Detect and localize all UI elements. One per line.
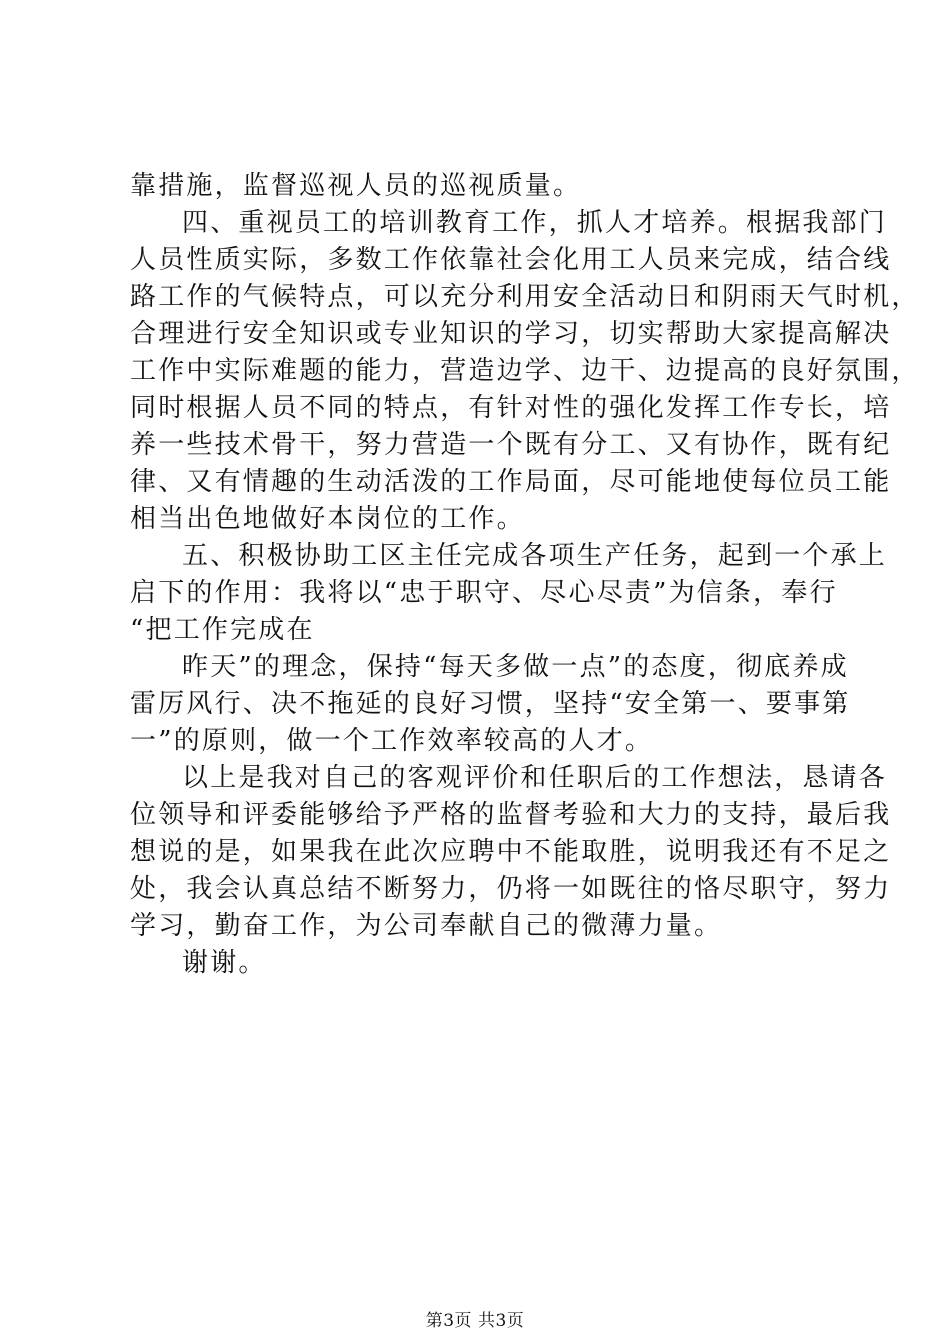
closing-line: 谢谢。: [182, 948, 267, 978]
paragraph-start-line: 昨天”的理念，保持“每天多做一点”的态度，彻底养成: [182, 652, 849, 682]
text-line: 合理进行安全知识或专业知识的学习，切实帮助大家提高解决: [130, 319, 892, 349]
text-line: 位领导和评委能够给予严格的监督考验和大力的支持，最后我: [130, 800, 892, 830]
text-line: 雷厉风行、决不拖延的良好习惯，坚持“安全第一、要事第: [130, 689, 851, 719]
text-line: 靠措施，监督巡视人员的巡视质量。: [130, 171, 582, 201]
text-line: 同时根据人员不同的特点，有针对性的强化发挥工作专长，培: [130, 393, 892, 423]
paragraph-start-line: 以上是我对自己的客观评价和任职后的工作想法，恳请各: [182, 763, 888, 793]
text-line: 启下的作用：我将以“忠于职守、尽心尽责”为信条，奉行: [130, 578, 838, 608]
text-line: 律、又有情趣的生动活泼的工作局面，尽可能地使每位员工能: [130, 467, 892, 497]
page-number-footer: 第3页 共3页: [425, 1311, 525, 1331]
document-body: [130, 168, 920, 982]
paragraph-start-line: 五、积极协助工区主任完成各项生产任务，起到一个承上: [182, 541, 888, 571]
text-line: 想说的是，如果我在此次应聘中不能取胜，说明我还有不足之: [130, 837, 892, 867]
text-line: 学习，勤奋工作，为公司奉献自己的微薄力量。: [130, 911, 723, 941]
paragraph-start-line: 四、重视员工的培训教育工作，抓人才培养。根据我部门: [182, 208, 888, 238]
text-line: 一”的原则，做一个工作效率较高的人才。: [130, 726, 654, 756]
text-line: “把工作完成在: [130, 615, 315, 645]
text-line: 路工作的气候特点，可以充分利用安全活动日和阴雨天气时机，: [130, 282, 920, 312]
text-line: 养一些技术骨干，努力营造一个既有分工、又有协作，既有纪: [130, 430, 892, 460]
text-line: 工作中实际难题的能力，营造边学、边干、边提高的良好氛围，: [130, 356, 920, 386]
text-line: 人员性质实际，多数工作依靠社会化用工人员来完成，结合线: [130, 245, 892, 275]
text-line: 相当出色地做好本岗位的工作。: [130, 504, 525, 534]
text-line: 处，我会认真总结不断努力，仍将一如既往的恪尽职守，努力: [130, 874, 892, 904]
